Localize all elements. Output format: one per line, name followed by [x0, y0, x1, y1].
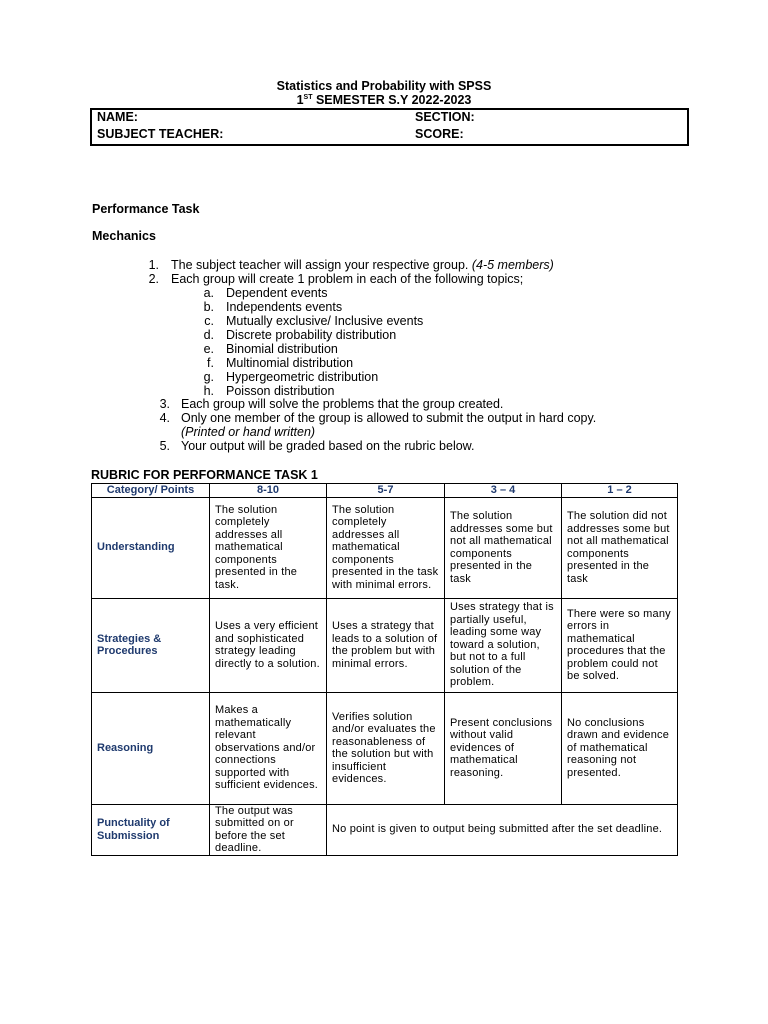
header-8-10: 8-10 — [210, 484, 327, 498]
rubric-cell: The solution addresses some but not all mathematical components presented in the task — [445, 497, 562, 598]
rubric-cell: The output was submitted on or before the set deadline. — [210, 804, 327, 855]
rubric-cell: No conclusions drawn and evidence of mathematical reasoning not presented. — [562, 692, 678, 804]
subject-teacher-label: SUBJECT TEACHER: — [97, 127, 224, 141]
category-punctuality: Punctuality of Submission — [92, 804, 210, 855]
table-row — [92, 804, 678, 855]
rubric-cell: Makes a mathematically relevant observations and/or connections supported with sufficient evidences. — [210, 692, 327, 804]
rubric-cell-merged: No point is given to output being submitted after the set deadline. — [327, 804, 678, 855]
rubric-table — [91, 483, 678, 856]
rubric-cell: Uses a very efficient and sophisticated strategy leading directly to a solution. — [210, 598, 327, 692]
semester-line: 1ST SEMESTER S.Y 2022-2023 — [296, 93, 472, 107]
category-reasoning: Reasoning — [92, 692, 210, 804]
rubric-cell: Uses strategy that is partially useful, leading some way toward a solution, but not to a full solution of the problem. — [445, 598, 562, 692]
rubric-cell: The solution did not addresses some but not all mathematical components presented in the task — [562, 497, 678, 598]
score-label: SCORE: — [415, 127, 464, 141]
performance-task-heading: Performance Task — [92, 202, 200, 216]
table-row — [92, 692, 678, 804]
header-category: Category/ Points — [92, 484, 210, 498]
table-row — [92, 497, 678, 598]
document-page: Statistics and Probability with SPSS 1ST SEMESTER S.Y 2022-2023 NAME: SECTION: SUBJECT TEACHER: SCORE: Performance Task Mechanics 1. The subject teacher will assign your respective group. (4-5 members) 2. Each group will create 1 problem in each of the following topics; a. Dependent events b. Independents events c. Mutually exclusive/ Inclusive events d. Discrete probability distribution e. Binomial distribution f. Multinomial distribution g. Hypergeometric distribution h. Poisson distribution 3. Each group will solve the problems that the group created. 4. Only one member of the group is allowed to submit the output in hard copy. (Printed or hand written) 5. Your output will be graded based on the rubric below. RUBRIC FOR PERFORMANCE TASK 1 Category/ Points 8-10 5-7 3 – 4 1 – 2 Understanding The solution completely addresses all mathematical components presented in the task. The solution completely addresses all mathematical components presented in the task with minimal errors. The solution addresses some but not all mathematical components presented in the task The solution did not addresses some but not all mathematical components presented in the task Strategies & Procedures Uses a very efficient and sophisticated strategy leading directly to a solution. Uses a strategy that leads to a solution of the problem but with minimal errors. Uses strategy that is partially useful, leading some way toward a solution, but not to a full solution of the problem. There were so many errors in mathematical procedures that the problem could not be solved. Reasoning Makes a mathematically relevant observations and/or connections supported with sufficient evidences. Verifies solution and/or evaluates the reasonableness of the solution but with insufficient evidences. Present conclusions without valid evidences of mathematical reasoning. No conclusions drawn and evidence of mathematical reasoning not presented. Punctuality of Submission The output was submitted on or before the set deadline. No point is given to output being submitted after the set deadline. — [0, 0, 768, 1024]
rubric-header-row — [92, 484, 678, 498]
rubric-cell: Uses a strategy that leads to a solution of the problem but with minimal errors. — [327, 598, 445, 692]
rubric-cell: There were so many errors in mathematical procedures that the problem could not be solved. — [562, 598, 678, 692]
section-label: SECTION: — [415, 110, 475, 124]
header-1-2: 1 – 2 — [562, 484, 678, 498]
header-3-4: 3 – 4 — [445, 484, 562, 498]
mechanics-heading: Mechanics — [92, 229, 156, 243]
name-label: NAME: — [97, 110, 138, 124]
header-5-7: 5-7 — [327, 484, 445, 498]
rubric-cell: Present conclusions without valid evidences of mathematical reasoning. — [445, 692, 562, 804]
document-title: Statistics and Probability with SPSS — [276, 79, 492, 93]
category-understanding: Understanding — [92, 497, 210, 598]
rubric-cell: The solution completely addresses all mathematical components presented in the task with minimal errors. — [327, 497, 445, 598]
rubric-title: RUBRIC FOR PERFORMANCE TASK 1 — [91, 468, 318, 482]
student-info-box — [90, 108, 689, 146]
rubric-cell: Verifies solution and/or evaluates the reasonableness of the solution but with insufficient evidences. — [327, 692, 445, 804]
rubric-cell: The solution completely addresses all mathematical components presented in the task. — [210, 497, 327, 598]
category-strategies: Strategies & Procedures — [92, 598, 210, 692]
table-row — [92, 598, 678, 692]
